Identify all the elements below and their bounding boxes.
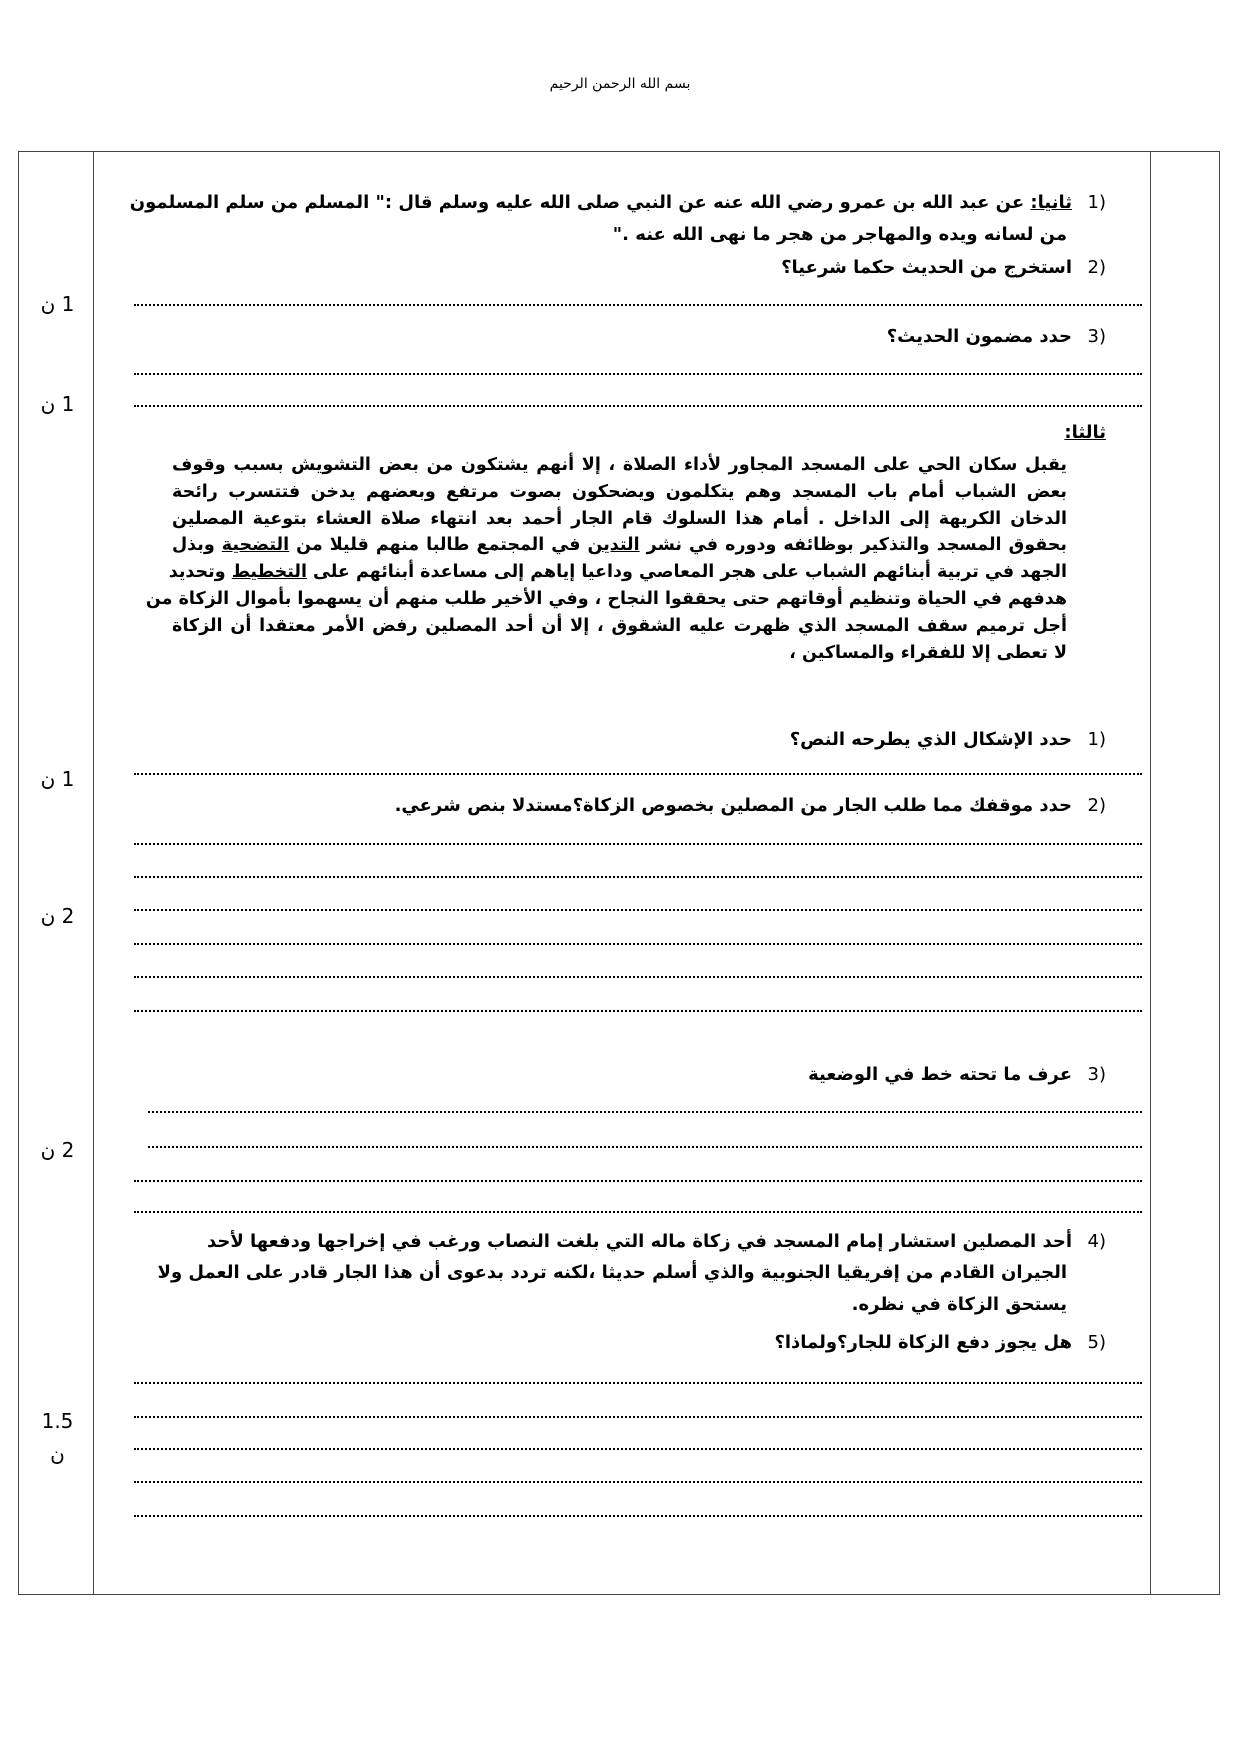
section2-q1-line2: من لسانه ويده والمهاجر من هجر ما نهى الله عنه ." [612, 224, 1067, 245]
mark-label: 2 ن [40, 1138, 75, 1162]
answer-line[interactable] [134, 373, 1142, 375]
paragraph-line [172, 640, 1067, 667]
answer-line[interactable] [134, 909, 1142, 911]
section3-q4-line3: يستحق الزكاة في نظره. [851, 1294, 1067, 1315]
section2-q2: (2استخرج من الحديث حكما شرعيا؟ [781, 257, 1106, 278]
answer-line[interactable] [134, 1481, 1142, 1483]
underlined-term: التخطيط [231, 562, 307, 583]
mark-label: 1 ن [40, 292, 75, 316]
answer-line[interactable] [134, 1416, 1142, 1418]
answer-line[interactable] [134, 773, 1142, 775]
paragraph-line [172, 532, 1067, 559]
underlined-term: التدين [587, 535, 640, 556]
section3-q3: (3عرف ما تحته خط في الوضعية [808, 1064, 1106, 1085]
paragraph-line [172, 613, 1067, 640]
section3-q4-line2: الجيران القادم من إفريقيا الجنوبية والذي أسلم حديثا ،لكنه تردد بدعوى أن هذا الجار قادر على العمل ولا [157, 1262, 1067, 1283]
mark-label: 1 ن [40, 392, 75, 416]
answer-line[interactable] [134, 1382, 1142, 1384]
paragraph-text: بعض الشباب أمام باب المسجد وهم يتكلمون ويضحكون بصوت مرتفع وبعضهم يدخن فتتسرب رائحة [172, 481, 1067, 502]
situation-paragraph [145, 452, 1067, 666]
section2-q3: (3حدد مضمون الحديث؟ [886, 326, 1106, 347]
answer-line[interactable] [134, 843, 1142, 845]
paragraph-text: وتحديد [168, 562, 232, 583]
section3-q2: (2حدد موقفك مما طلب الجار من المصلين بخصوص الزكاة؟مستدلا بنص شرعي. [394, 795, 1106, 816]
paragraph-line [172, 452, 1067, 479]
paragraph-text: في المجتمع طالبا منهم قليلا من [289, 535, 588, 556]
section2-q1-line1: (1ثانيا: عن عبد الله بن عمرو رضي الله عنه عن النبي صلى الله عليه وسلم قال :" المسلم من سلم المسلمون [129, 192, 1106, 213]
paragraph-text: لا تعطى إلا للفقراء والمساكين ، [789, 642, 1067, 663]
marks-column-divider [93, 151, 94, 1595]
answer-line[interactable] [134, 876, 1142, 878]
answer-line[interactable] [148, 1146, 1142, 1148]
paragraph-text: الجهد في تربية أبنائهم الشباب على هجر المعاصي وداعيا إياهم إلى مساعدة أبنائهم على [306, 562, 1067, 583]
answer-line[interactable] [134, 1211, 1142, 1213]
paragraph-line [172, 479, 1067, 506]
paragraph-text: أجل ترميم سقف المسجد الذي ظهرت عليه الشقوق ، إلا أن أحد المصلين رفض الأمر معتقدا أن الزكاة [172, 615, 1067, 636]
mark-label: 1 ن [40, 767, 75, 791]
section3-q4-line1: (4أحد المصلين استشار إمام المسجد في زكاة ماله التي بلغت النصاب ورغب في إخراجها ودفعها لأحد [206, 1231, 1106, 1252]
answer-line[interactable] [134, 976, 1142, 978]
paragraph-line [172, 506, 1067, 533]
section3-heading: ثالثا: [1064, 422, 1106, 443]
paragraph-text: يقبل سكان الحي على المسجد المجاور لأداء الصلاة ، إلا أنهم يشتكون من بعض التشويش بسبب وقوف [172, 455, 1067, 475]
paragraph-text: بحقوق المسجد والتذكير بوظائفه ودوره في نشر [639, 535, 1067, 556]
answer-line[interactable] [134, 1180, 1142, 1182]
mark-unit: ن [50, 1442, 65, 1466]
answer-line[interactable] [134, 405, 1142, 407]
section3-q5: (5هل يجوز دفع الزكاة للجار؟ولماذا؟ [774, 1332, 1106, 1353]
answer-line[interactable] [134, 304, 1142, 306]
basmala-header: بسم الله الرحمن الرحيم [549, 76, 691, 92]
underlined-term: التضحية [221, 535, 290, 556]
mark-value: 1.5 [41, 1409, 74, 1433]
paragraph-line [168, 559, 1067, 586]
paragraph-line [145, 586, 1067, 613]
mark-label: 2 ن [40, 904, 75, 928]
answer-line[interactable] [134, 1010, 1142, 1012]
paragraph-text: هدفهم في الحياة وتنظيم أوقاتهم حتى يحققوا النجاح ، وفي الأخير طلب منهم أن يسهموا بأموال الزكاة من [145, 588, 1067, 609]
paragraph-text: وبذل [172, 535, 222, 556]
section3-q1: (1حدد الإشكال الذي يطرحه النص؟ [789, 729, 1106, 750]
answer-line[interactable] [134, 1515, 1142, 1517]
right-column-divider [1150, 151, 1151, 1595]
answer-line[interactable] [134, 943, 1142, 945]
paragraph-text: الدخان الكريهة إلى الداخل . أمام هذا السلوك قام الجار أحمد بعد انتهاء صلاة العشاء بتوعية المصلين [172, 508, 1067, 529]
answer-line[interactable] [134, 1448, 1142, 1450]
answer-line[interactable] [148, 1111, 1142, 1113]
section2-label: ثانيا: [1030, 192, 1072, 213]
exam-table [18, 151, 1220, 1595]
